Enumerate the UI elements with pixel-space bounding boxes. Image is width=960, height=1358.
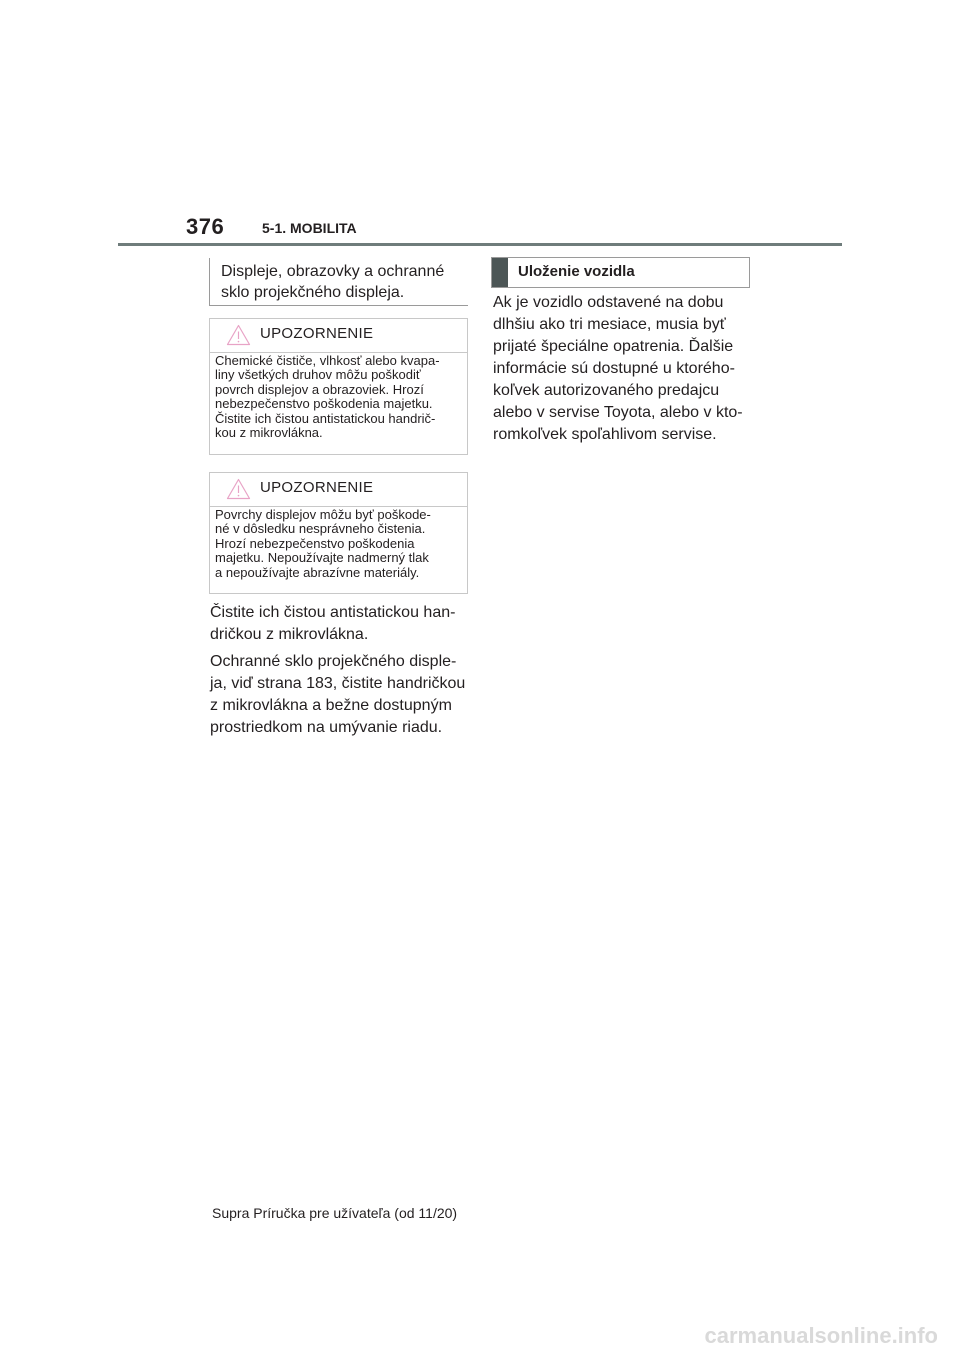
warning-header <box>210 473 467 507</box>
watermark-text: carmanualsonline.info <box>704 1323 938 1348</box>
subheading-vehicle-storage <box>491 257 750 288</box>
warning-title: UPOZORNENIE <box>260 325 374 342</box>
paragraph-line: alebo v servise Toyota, alebo v kto- <box>493 404 743 421</box>
warning-line: a nepoužívajte abrazívne materiály. <box>215 564 420 580</box>
paragraph-line: Ochranné sklo projekčného disple- <box>210 653 457 670</box>
paragraph-line: romkoľvek spoľahlivom servise. <box>493 426 717 443</box>
paragraph-cleaning <box>210 602 472 646</box>
paragraph-line: koľvek autorizovaného predajcu <box>493 382 720 399</box>
warning-line: nebezpečenstvo poškodenia majetku. <box>215 396 433 412</box>
warning-triangle-icon <box>226 324 251 346</box>
warning-line: Povrchy displejov môžu byť poškode- <box>215 507 431 522</box>
subheading-bar <box>492 258 508 287</box>
warning-line: Čistite ich čistou antistatickou handrič- <box>215 410 436 426</box>
paragraph-line: informácie sú dostupné u ktorého- <box>493 360 735 377</box>
warning-box-surfaces <box>209 472 468 594</box>
warning-header <box>210 319 467 353</box>
paragraph-line: dlhšiu ako tri mesiace, musia byť <box>493 316 726 333</box>
warning-line: né v dôsledku nesprávneho čistenia. <box>215 521 426 537</box>
paragraph-line: prostriedkom na umývanie riadu. <box>210 719 443 736</box>
paragraph-hud-glass <box>210 651 472 739</box>
warning-text <box>210 507 467 580</box>
page-number: 376 <box>186 214 225 239</box>
paragraph-line: ja, viď strana 183, čistite handričkou <box>210 675 466 692</box>
warning-line: povrch displejov a obrazoviek. Hrozí <box>215 381 424 397</box>
warning-line: kou z mikrovlákna. <box>215 425 323 441</box>
paragraph-line: z mikrovlákna a bežne dostupným <box>210 697 452 714</box>
paragraph-storage <box>493 292 753 446</box>
paragraph-line: Čistite ich čistou antistatickou han- <box>210 604 456 621</box>
warning-text <box>210 353 467 440</box>
watermark-logo <box>620 1323 940 1349</box>
subheading-displays: Displeje, obrazovky a ochranné sklo projekčného displeja. <box>209 258 468 306</box>
warning-line: Chemické čističe, vlhkosť alebo kvapa- <box>215 353 440 368</box>
warning-triangle-icon <box>226 478 251 500</box>
paragraph-line: Ak je vozidlo odstavené na dobu <box>493 294 724 311</box>
warning-title: UPOZORNENIE <box>260 479 374 496</box>
paragraph-line: dričkou z mikrovlákna. <box>210 626 369 643</box>
footer-manual-title: Supra Príručka pre užívateľa (od 11/20) <box>212 1205 458 1221</box>
warning-line: majetku. Nepoužívajte nadmerný tlak <box>215 550 429 566</box>
warning-line: Hrozí nebezpečenstvo poškodenia <box>215 535 415 551</box>
subheading-label: Uloženie vozidla <box>518 263 635 280</box>
header-rule <box>118 243 842 246</box>
paragraph-line: prijaté špeciálne opatrenia. Ďalšie <box>493 338 734 355</box>
warning-box-chemical <box>209 318 468 455</box>
section-title: 5-1. MOBILITA <box>262 220 357 236</box>
warning-line: liny všetkých druhov môžu poškodiť <box>215 367 421 383</box>
